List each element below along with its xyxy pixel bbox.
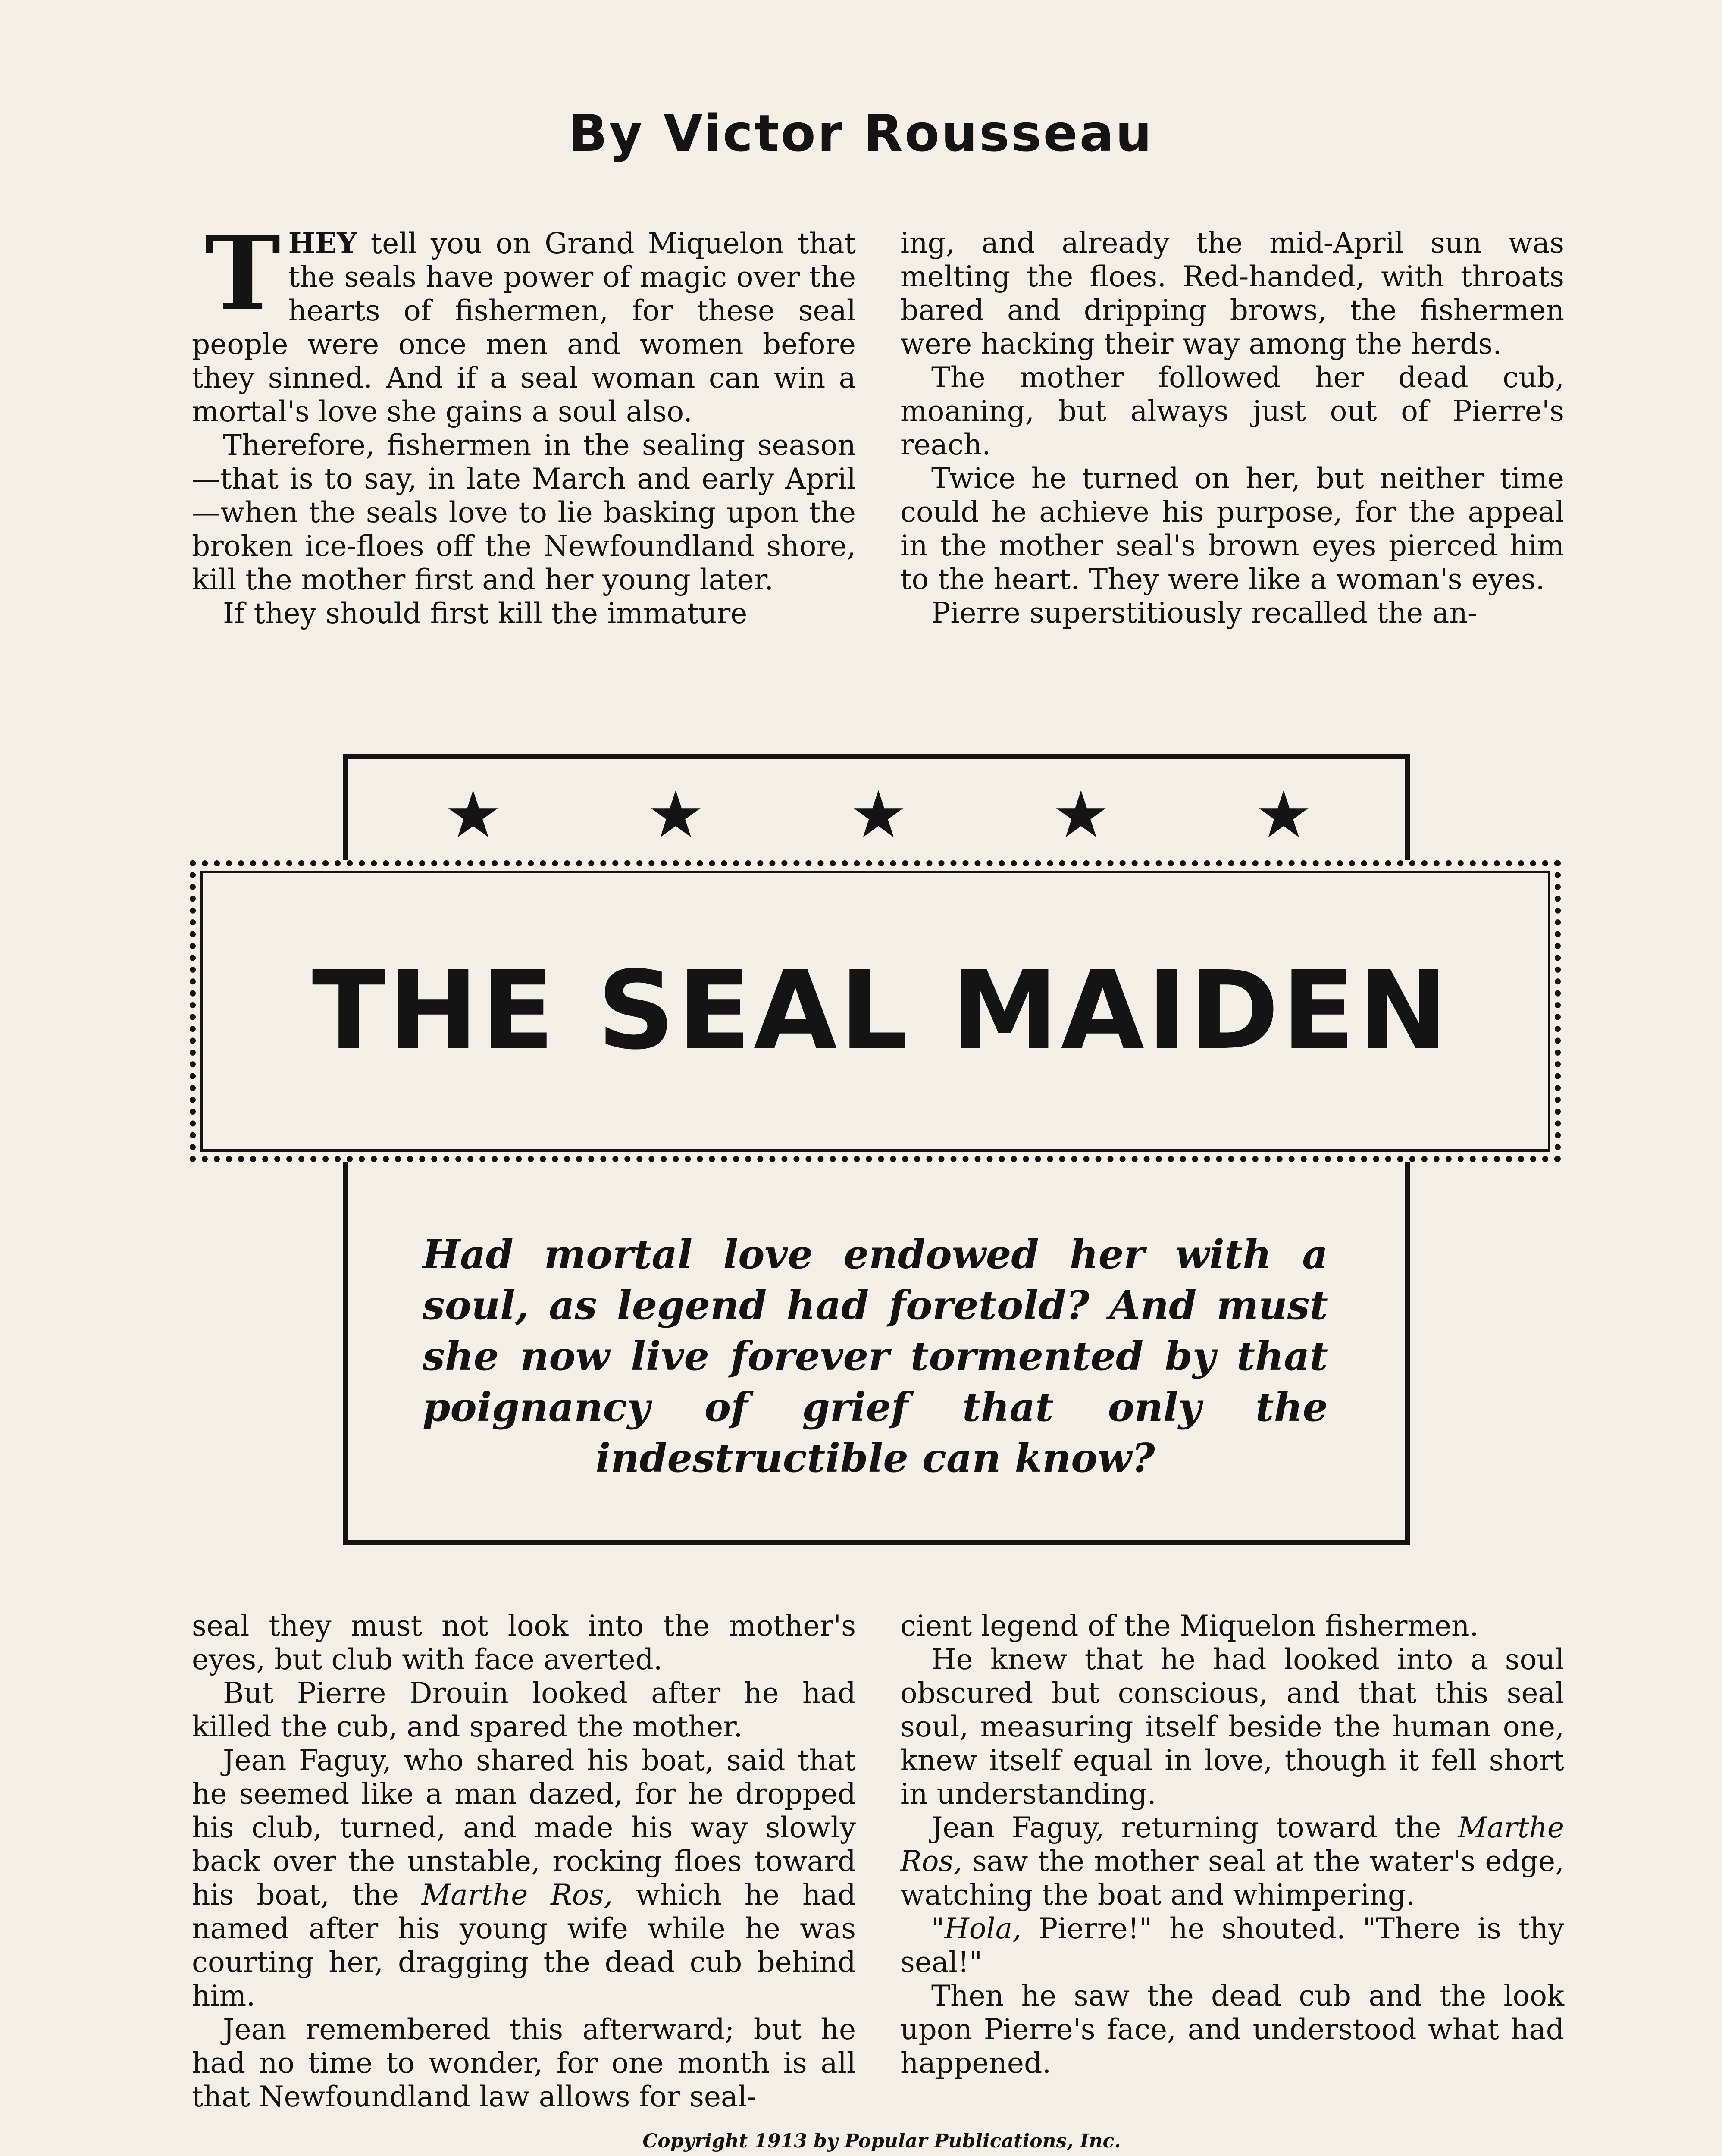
paragraph: Jean Faguy, who shared his boat, said that he seemed like a man dazed, for he dropped his club, turned, and made his way slowly back over the unstable, rocking floes toward his boat, the Marthe Ros, which he had named after his young wife while he was courting her, dragging the dead cub behind him. (192, 1744, 856, 2012)
paragraph: Jean Faguy, returning toward the Marthe Ros, saw the mother seal at the water's edge, watching the boat and whimpering. (900, 1811, 1564, 1912)
story-blurb: Had mortal love endowed her with a soul, as legend had foretold? And must she now live forever tormented by that poignancy of grief that only the indestructible can know? (423, 1231, 1328, 1481)
paragraph: cient legend of the Miquelon fishermen. (900, 1609, 1479, 1642)
column-3 (192, 1609, 856, 2114)
byline: By Victor Rousseau (568, 103, 1154, 163)
paragraph: seal they must not look into the mother's eyes, but club with face averted. (192, 1609, 856, 1676)
paragraph: "Hola, Pierre!" he shouted. "There is thy seal!" (900, 1912, 1564, 1979)
column-2 (900, 226, 1564, 630)
paragraph: If they should first kill the immature (223, 597, 748, 630)
star-icon: ★ (444, 777, 502, 852)
paragraph: He knew that he had looked into a soul obscured but conscious, and that this seal soul, measuring itself beside the human one, knew itself equal in love, though it fell short in understanding. (900, 1643, 1564, 1811)
paragraph: ing, and already the mid-April sun was melting the floes. Red-handed, with throats bared and dripping brows, the fishermen were hacking their way among the herds. (900, 226, 1564, 360)
paragraph: Twice he turned on her, but neither time could he achieve his purpose, for the appeal in the mother seal's brown eyes pierced him to the heart. They were like a woman's eyes. (900, 462, 1564, 596)
star-icon: ★ (1255, 777, 1313, 852)
paragraph: Then he saw the dead cub and the look upon Pierre's face, and understood what had happened. (900, 1979, 1564, 2080)
drop-cap: T (205, 213, 281, 333)
paragraph: The mother followed her dead cub, moaning, but always just out of Pierre's reach. (900, 361, 1564, 461)
paragraph: Jean remembered this afterward; but he had no time to wonder, for one month is all that Newfoundland law allows for seal- (192, 2013, 856, 2113)
star-icon: ★ (1052, 777, 1110, 852)
paragraph: Pierre superstitiously recalled the an- (931, 596, 1478, 630)
copyright-notice: Copyright 1913 by Popular Publications, Inc. (642, 2130, 1121, 2152)
star-icon: ★ (647, 777, 705, 852)
paragraph: Therefore, fishermen in the sealing season—that is to say, in late March and early April—when the seals love to lie basking upon the broken ice-floes off the Newfoundland shore, kill the mother first and her young later. (192, 429, 856, 596)
column-1 (192, 213, 856, 630)
paragraph: But Pierre Drouin looked after he had killed the cub, and spared the mother. (192, 1677, 856, 1743)
column-4 (900, 1609, 1564, 2080)
opening-paragraph: THEY tell you on Grand Miquelon that the seals have power of magic over the hearts of fishermen, for these seal people were once men and women before they sinned. And if a seal woman can win a mortal's love she gains a soul also. (192, 213, 856, 428)
star-icon: ★ (849, 777, 908, 852)
story-title: THE SEAL MAIDEN (312, 948, 1451, 1073)
title-banner (190, 860, 1561, 1162)
star-row (0, 777, 1722, 852)
